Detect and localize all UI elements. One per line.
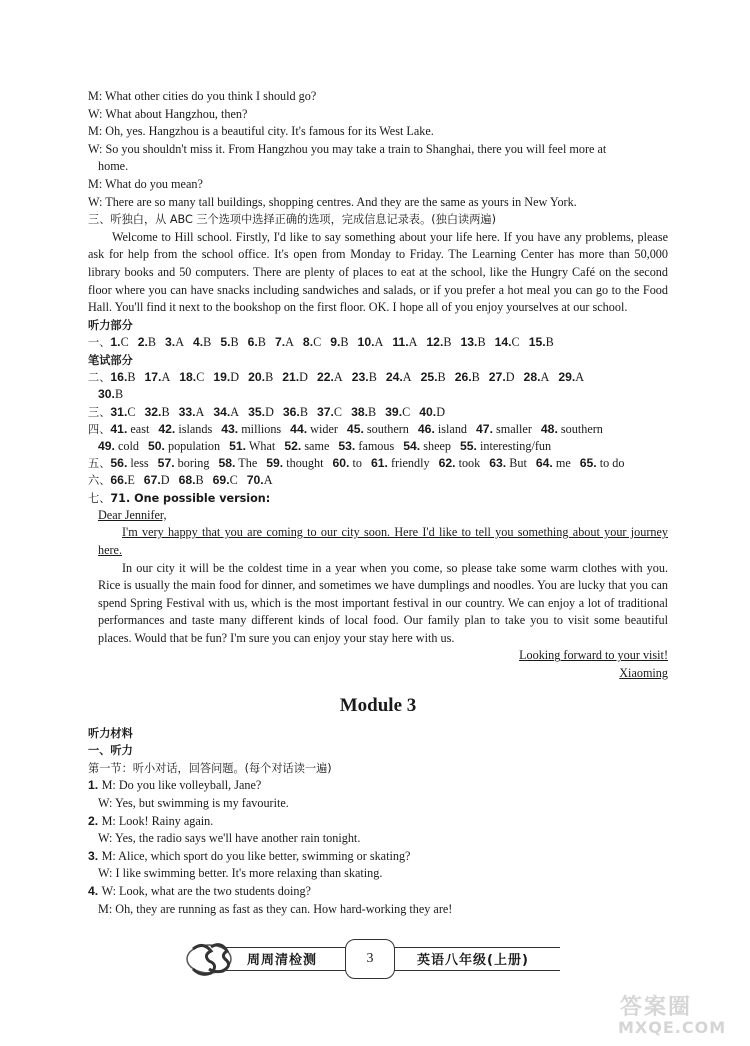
answer-item: 30.B (98, 387, 124, 402)
answer-item (219, 455, 258, 472)
written-answers-part2-cont (88, 386, 668, 403)
answer-item: 4.B (193, 335, 212, 350)
answer-item: 27.D (488, 370, 515, 385)
dialogue-text: W: I like swimming better. It's more relaxing than skating. (98, 866, 383, 881)
monologue-text: Welcome to Hill school. Firstly, I'd like to say something about your life here. If you have any problems, please ask for help from the school office. It's open from Monday to Friday. The Learning Center has more than 50,000 library books and 50 computers. There are plenty of places to eat at the school, like the Hungry Café on the second floor where you can have snacks including sandwiches and salads, or if you prefer a hot meal you can go to the Food Hall. You'll find it next to the bookshop on the first floor. OK. I hope all of you enjoy yourselves at our school. (88, 229, 668, 315)
answer-item (476, 421, 532, 438)
letter-greeting: Dear Jennifer, (98, 507, 167, 522)
answer-item: 12.B (426, 335, 452, 350)
answer-item: 40.D (419, 404, 446, 419)
answer-item: 36.B (282, 404, 308, 419)
answer-word: island (434, 421, 468, 436)
listening-answers (88, 334, 668, 351)
answer-item (158, 455, 210, 472)
answer-item: 34.A (213, 404, 240, 419)
dialogue-line: M: What other cities do you think I should go? (88, 89, 317, 103)
answer-word: islands (175, 421, 213, 436)
dialogue-number: 3. (88, 848, 102, 863)
answer-item: 69.C (212, 473, 238, 488)
watermark (612, 990, 740, 1042)
answer-word: southern (363, 421, 409, 436)
answer-item (110, 421, 149, 438)
answer-item (403, 438, 451, 455)
dialogue-text: W: Yes, the radio says we'll have another rain tonight. (98, 831, 361, 846)
answer-number: 54. (403, 438, 421, 453)
answer-word: The (235, 456, 258, 471)
letter-closing: Looking forward to your visit! (519, 648, 668, 663)
module-title: Module 3 (339, 694, 417, 716)
answer-item (338, 438, 394, 455)
dialogue-line: W: There are so many tall buildings, shopping centres. And they are the same as yours in New York. (88, 194, 577, 209)
answer-number: 43. (221, 421, 239, 436)
answer-prefix: 一、 (88, 336, 111, 350)
answer-word: boring (174, 456, 210, 471)
written-answers-part7 (88, 490, 668, 507)
answer-word: me (552, 456, 571, 471)
answer-item (536, 455, 571, 472)
answer-item: 20.B (248, 370, 274, 385)
answer-number: 60. (332, 456, 350, 471)
dialogue-line: M: What do you mean? (88, 176, 203, 191)
answer-item (332, 455, 361, 472)
answer-number: 47. (476, 421, 493, 436)
section1-instruction: 第一节：听小对话，回答问题。(每个对话读一遍) (88, 761, 332, 775)
written-answers-part5 (88, 455, 668, 472)
answer-item: 11.A (392, 335, 418, 350)
answer-item (98, 438, 139, 455)
listening-material-label: 听力材料 (88, 726, 133, 740)
answer-word: east (127, 421, 150, 436)
answer-item (541, 421, 603, 438)
answer-item: 9.B (330, 335, 349, 350)
answer-item: 16.B (110, 370, 136, 385)
dialogue-text: M: Oh, they are running as fast as they can. How hard-working they are! (98, 901, 453, 916)
answer-item: 8.C (302, 335, 322, 350)
letter (88, 507, 668, 683)
answer-item: 31.C (110, 404, 136, 419)
answer-item: 13.B (460, 335, 486, 350)
answer-item: 1.C (110, 335, 129, 350)
answer-word: smaller (492, 421, 532, 436)
answer-item: 68.B (178, 473, 204, 488)
watermark-url: MXQE.COM (618, 1018, 727, 1037)
dialogue-line: M: Oh, yes. Hangzhou is a beautiful city. It's famous for its West Lake. (88, 124, 434, 139)
answer-item: 3.A (165, 335, 184, 350)
answer-word: thought (283, 456, 324, 471)
written-answers-part4-cont (88, 438, 668, 455)
answer-number: 63. (489, 456, 507, 471)
answer-item (158, 421, 212, 438)
answer-number: 53. (338, 438, 356, 453)
answer-number: 49. (98, 438, 115, 453)
answer-item: 21.D (282, 370, 308, 385)
letter-opening: I'm very happy that you are coming to our city soon. Here I'd like to tell you something about your journey here. (98, 525, 668, 557)
answer-item: 15.B (528, 335, 554, 350)
answer-item: 14.C (494, 335, 520, 350)
answer-item: 7.A (274, 335, 294, 350)
answer-item: 19.D (213, 370, 240, 385)
answer-item: 35.D (248, 404, 274, 419)
answer-item (439, 455, 481, 472)
dialogue-line: home. (98, 159, 129, 174)
answer-word: famous (355, 438, 395, 453)
dialogue-text: M: Alice, which sport do you like better, swimming or skating? (101, 848, 411, 863)
answer-number: 46. (417, 421, 435, 436)
dialogue-line (88, 777, 668, 795)
answer-word: wider (307, 421, 338, 436)
answer-word: same (301, 438, 330, 453)
answer-word: to (349, 456, 362, 471)
dialogue-top (88, 88, 668, 211)
answer-number: 59. (266, 456, 284, 471)
written-answers-part4 (88, 421, 668, 438)
dialogue-line (88, 848, 668, 866)
dialogue-number: 1. (88, 778, 102, 793)
answer-item: 5.B (220, 335, 239, 350)
section3-heading: 三、听独白，从 ABC 三个选项中选择正确的选项，完成信息记录表。(独白读两遍) (88, 213, 496, 227)
dialogue-number: 4. (88, 884, 102, 899)
answer-word: population (164, 438, 221, 453)
footer-subject: 英语八年级(上册) (417, 953, 529, 968)
written-part-label: 笔试部分 (88, 353, 133, 367)
answer-word: less (127, 456, 149, 471)
dialogue-text: W: Yes, but swimming is my favourite. (98, 796, 289, 811)
answer-number: 41. (110, 421, 128, 436)
answer-item: 17.A (144, 370, 171, 385)
answer-item (371, 455, 430, 472)
answer-item: 23.B (351, 370, 377, 385)
answer-item: 25.B (420, 370, 446, 385)
dialogue-line: W: So you shouldn't miss it. From Hangzhou you may take a train to Shanghai, there you will feel more at (88, 141, 607, 156)
answer-prefix: 七、 (88, 491, 111, 505)
answer-item (110, 455, 148, 472)
dialogue-number: 2. (88, 813, 102, 828)
answer-word: What (246, 438, 276, 453)
written-answers-part3 (88, 404, 668, 421)
answer-item: 32.B (144, 404, 170, 419)
answer-prefix: 三、 (88, 405, 111, 419)
answer-item: 67.D (143, 473, 170, 488)
dialogue-text: M: Look! Rainy again. (101, 813, 214, 828)
letter-signature: Xiaoming (619, 666, 668, 681)
answer-item: 37.C (316, 404, 343, 419)
answer-number: 52. (284, 438, 302, 453)
dialogue-line (88, 813, 668, 831)
answer-prefix: 五、 (88, 457, 111, 471)
answer-item: 10.A (357, 335, 384, 350)
dialogue-line (88, 865, 668, 883)
letter-body: In our city it will be the coldest time in a year when you come, so please take some warm clothes with you. Rice is usually the main food for dinner, and sometimes we have dumplings and noodles. You are lucky that you can spend Spring Festival with us, which is the most important festival in our country. We can enjoy a lot of traditional performances and taste many different kinds of local food. Our family plan to take you to visit some beautiful places. Would that be fun? I'm sure you can enjoy your stay here with us. (98, 560, 668, 645)
answer-item (418, 421, 467, 438)
answer-prefix: 二、 (88, 371, 111, 385)
answer-number: 62. (438, 456, 456, 471)
page-number: 3 (345, 939, 395, 979)
written-answers-part2 (88, 369, 668, 386)
answer-number: 50. (147, 438, 165, 453)
answer-item: 39.C (385, 404, 411, 419)
sample-label: 71. One possible version: (110, 491, 271, 505)
answer-item: 2.B (137, 335, 157, 350)
answer-item: 18.C (179, 370, 205, 385)
watermark-text: 答案圈 (620, 995, 693, 1020)
answer-number: 64. (535, 456, 553, 471)
answer-prefix: 六、 (88, 474, 111, 488)
answer-page (88, 88, 668, 918)
answer-number: 55. (460, 438, 477, 453)
answer-item (229, 438, 275, 455)
answer-word: sheep (420, 438, 451, 453)
answer-number: 51. (229, 438, 247, 453)
answer-word: took (455, 456, 481, 471)
answer-item: 26.B (454, 370, 480, 385)
dialogue-line (88, 901, 668, 919)
answer-item: 24.A (385, 370, 412, 385)
answer-item (580, 455, 625, 472)
answer-item: 66.E (110, 473, 135, 488)
answer-word: friendly (387, 456, 430, 471)
dialogue-line (88, 830, 668, 848)
answer-item (347, 421, 409, 438)
written-answers-part6 (88, 472, 668, 489)
footer-series: 周周清检测 (247, 953, 318, 968)
answer-item: 38.B (351, 404, 377, 419)
listening-part-label: 听力部分 (88, 318, 133, 332)
dialogue-text: M: Do you like volleyball, Jane? (101, 778, 262, 793)
answer-item (148, 438, 220, 455)
dialogue-line (88, 795, 668, 813)
answer-item (284, 438, 329, 455)
dialogue-line (88, 883, 668, 901)
answer-number: 42. (158, 421, 176, 436)
answer-word: interesting/fun (476, 438, 552, 453)
answer-number: 56. (110, 456, 128, 471)
answer-item (290, 421, 338, 438)
answer-item: 70.A (246, 473, 273, 488)
answer-item: 6.B (247, 335, 266, 350)
answer-item: 33.A (178, 404, 205, 419)
answer-number: 44. (290, 421, 308, 436)
dialogue-line: W: What about Hangzhou, then? (88, 106, 248, 121)
answer-item: 28.A (523, 370, 550, 385)
answer-number: 58. (218, 456, 236, 471)
answer-word: southern (557, 421, 603, 436)
answer-item (489, 455, 527, 472)
dialogue-list (88, 777, 668, 918)
answer-item (221, 421, 281, 438)
page-footer (185, 935, 565, 981)
answer-number: 57. (157, 456, 175, 471)
answer-number: 45. (346, 421, 364, 436)
answer-number: 61. (370, 456, 388, 471)
answer-item (266, 455, 323, 472)
answer-word: millions (238, 421, 282, 436)
answer-prefix: 四、 (88, 422, 111, 436)
answer-number: 48. (540, 421, 558, 436)
answer-word: to do (596, 456, 625, 471)
dialogue-text: W: Look, what are the two students doing? (101, 884, 311, 899)
answer-item: 22.A (316, 370, 343, 385)
answer-item (460, 438, 551, 455)
answer-word: cold (114, 438, 139, 453)
answer-word: But (506, 456, 527, 471)
answer-number: 65. (579, 456, 597, 471)
listening-section-label: 一、听力 (88, 744, 133, 758)
answer-item: 29.A (558, 370, 585, 385)
